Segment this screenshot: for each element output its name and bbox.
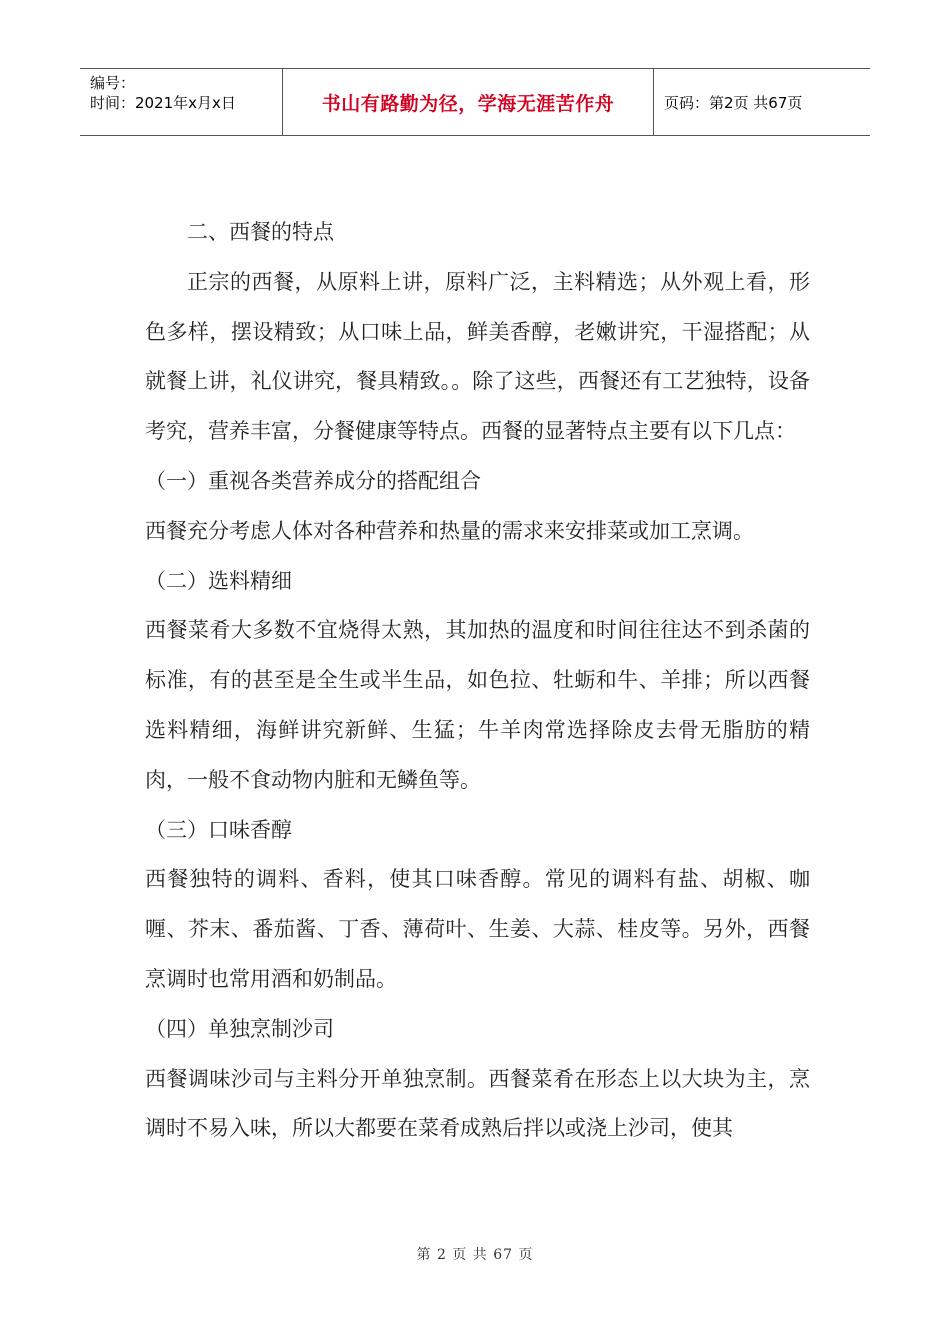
document-date-label: 时间：2021年x月x日 [90,94,236,112]
item-paragraph: 西餐菜肴大多数不宜烧得太熟，其加热的温度和时间往往达不到杀菌的标准，有的甚至是全生或半生品，如色拉、牡蛎和牛、羊排；所以西餐选料精细，海鲜讲究新鲜、生猛；牛羊肉常选择除皮去骨无脂肪的精肉，一般不食动物内脏和无鳞鱼等。 [145,618,810,792]
document-number-label: 编号： [90,74,136,92]
header-page-info: 页码：第2页 共67页 [664,93,803,112]
item-heading: （四）单独烹制沙司 [145,1016,334,1041]
header-motto: 书山有路勤为径，学海无涯苦作舟 [282,69,654,135]
page-header [80,68,870,136]
page-footer: 第 2 页 共 67 页 [416,1247,534,1263]
item-heading: （二）选料精细 [145,568,292,593]
item-heading: （一）重视各类营养成分的搭配组合 [145,468,481,493]
item-paragraph: 西餐调味沙司与主料分开单独烹制。西餐菜肴在形态上以大块为主，烹调时不易入味，所以大都要在菜肴成熟后拌以或浇上沙司，使其 [145,1066,810,1141]
item-paragraph: 西餐独特的调料、香料，使其口味香醇。常见的调料有盐、胡椒、咖喱、芥末、番茄酱、丁香、薄荷叶、生姜、大蒜、桂皮等。另外，西餐烹调时也常用酒和奶制品。 [145,867,810,991]
document-body [145,208,810,1154]
section-title: 二、西餐的特点 [187,220,334,244]
item-paragraph: 西餐充分考虑人体对各种营养和热量的需求来安排菜或加工烹调。 [145,518,754,543]
item-heading: （三）口味香醇 [145,817,292,842]
intro-paragraph: 正宗的西餐，从原料上讲，原料广泛，主料精选；从外观上看，形色多样，摆设精致；从口味上品，鲜美香醇，老嫩讲究，干湿搭配；从就餐上讲，礼仪讲究，餐具精致。。除了这些，西餐还有工艺独特，设备考究，营养丰富，分餐健康等特点。西餐的显著特点主要有以下几点： [145,269,810,444]
header-meta [80,69,282,135]
